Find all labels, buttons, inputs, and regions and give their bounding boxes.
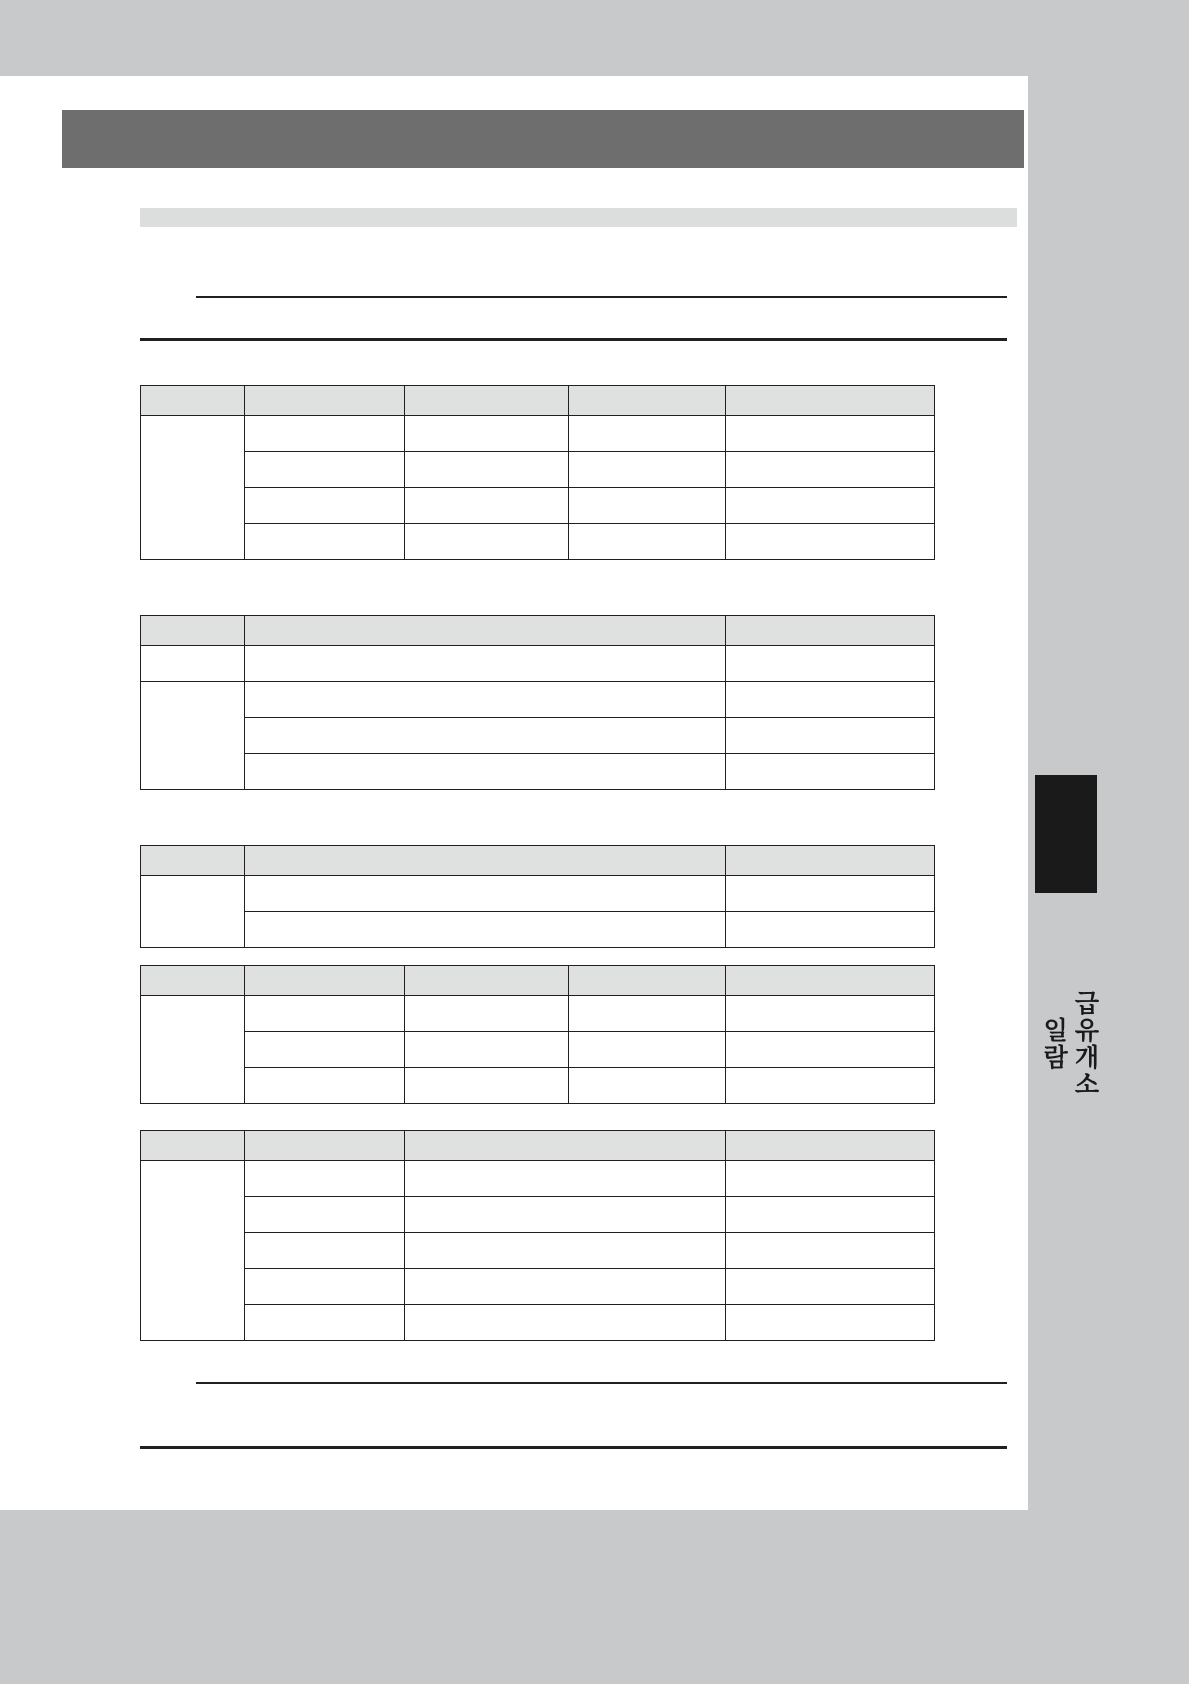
table-2 [140,615,935,790]
column-header [569,966,726,996]
column-header [245,616,726,646]
table-cell [245,452,405,488]
table-cell [569,1032,726,1068]
table-cell [405,1269,726,1305]
column-header [141,846,245,876]
row-group-label [141,1161,245,1341]
table-cell [245,1068,405,1104]
table-header-row [141,966,935,996]
column-header [141,966,245,996]
section-subheader-bar [140,208,1017,227]
table-cell [405,1197,726,1233]
column-header [245,386,405,416]
table-header-row [141,1131,935,1161]
table-cell [726,1197,935,1233]
table-cell [726,524,935,560]
table-cell [405,1068,569,1104]
table-cell [405,416,569,452]
table-cell [726,754,935,790]
table-cell [245,524,405,560]
table-cell [405,996,569,1032]
table-cell [405,1032,569,1068]
table-row [141,876,935,912]
table-4 [140,965,935,1104]
table-cell [726,876,935,912]
row-group-label [141,416,245,560]
table-cell [245,718,726,754]
page-side-tab [1035,775,1097,893]
column-header [405,966,569,996]
side-tab-label [1040,990,1100,1098]
table-cell [405,488,569,524]
table-cell [245,1161,405,1197]
divider-bottom-outer [140,1446,1007,1449]
table-cell [726,682,935,718]
table-row [141,646,935,682]
table-cell [405,1305,726,1341]
table-cell [245,1197,405,1233]
table-row [141,1305,935,1341]
table-row [141,416,935,452]
table-cell [569,488,726,524]
table-cell [245,754,726,790]
table-cell [405,1233,726,1269]
table-cell [245,1032,405,1068]
row-group-label [141,646,245,682]
divider-bottom-inner [196,1382,1007,1384]
table-row [141,1197,935,1233]
table-header-row [141,846,935,876]
table-cell [726,996,935,1032]
table-cell [726,416,935,452]
table-cell [726,912,935,948]
table-row [141,524,935,560]
row-group-label [141,682,245,790]
table-header-row [141,386,935,416]
table-cell [726,646,935,682]
table-cell [245,488,405,524]
table-cell [726,1032,935,1068]
table-row [141,754,935,790]
table-row [141,718,935,754]
table-cell [726,1068,935,1104]
table-row [141,452,935,488]
table-header-row [141,616,935,646]
table-3 [140,845,935,948]
table-row [141,1161,935,1197]
divider-top-outer [140,338,1007,341]
column-header [405,1131,726,1161]
table-cell [726,1233,935,1269]
table-cell [726,718,935,754]
chapter-header-bar [62,110,1024,168]
table-row [141,1068,935,1104]
side-tab-label-line1: 급유개소 [1071,990,1099,1098]
table-cell [569,524,726,560]
column-header [245,966,405,996]
table-1 [140,385,935,560]
column-header [245,846,726,876]
divider-top-inner [196,296,1007,298]
table-cell [405,1161,726,1197]
table-cell [245,912,726,948]
table-5 [140,1130,935,1341]
table-cell [569,1068,726,1104]
table-cell [245,646,726,682]
column-header [726,846,935,876]
table-row [141,682,935,718]
table-cell [726,1161,935,1197]
side-tab-label-line2: 일람 [1039,1017,1068,1071]
table-row [141,996,935,1032]
table-cell [726,1269,935,1305]
table-cell [245,416,405,452]
column-header [726,1131,935,1161]
table-cell [245,876,726,912]
table-cell [405,524,569,560]
table-cell [245,682,726,718]
table-cell [245,1269,405,1305]
row-group-label [141,876,245,948]
table-cell [245,1233,405,1269]
column-header [141,616,245,646]
table-cell [726,452,935,488]
table-cell [726,488,935,524]
table-cell [405,452,569,488]
table-row [141,912,935,948]
table-cell [569,452,726,488]
column-header [405,386,569,416]
column-header [569,386,726,416]
table-row [141,1269,935,1305]
table-row [141,1032,935,1068]
table-cell [569,996,726,1032]
column-header [141,386,245,416]
table-cell [569,416,726,452]
table-row [141,1233,935,1269]
table-cell [726,1305,935,1341]
column-header [245,1131,405,1161]
table-cell [245,1305,405,1341]
column-header [726,966,935,996]
table-row [141,488,935,524]
column-header [726,386,935,416]
column-header [726,616,935,646]
table-cell [245,996,405,1032]
row-group-label [141,996,245,1104]
column-header [141,1131,245,1161]
